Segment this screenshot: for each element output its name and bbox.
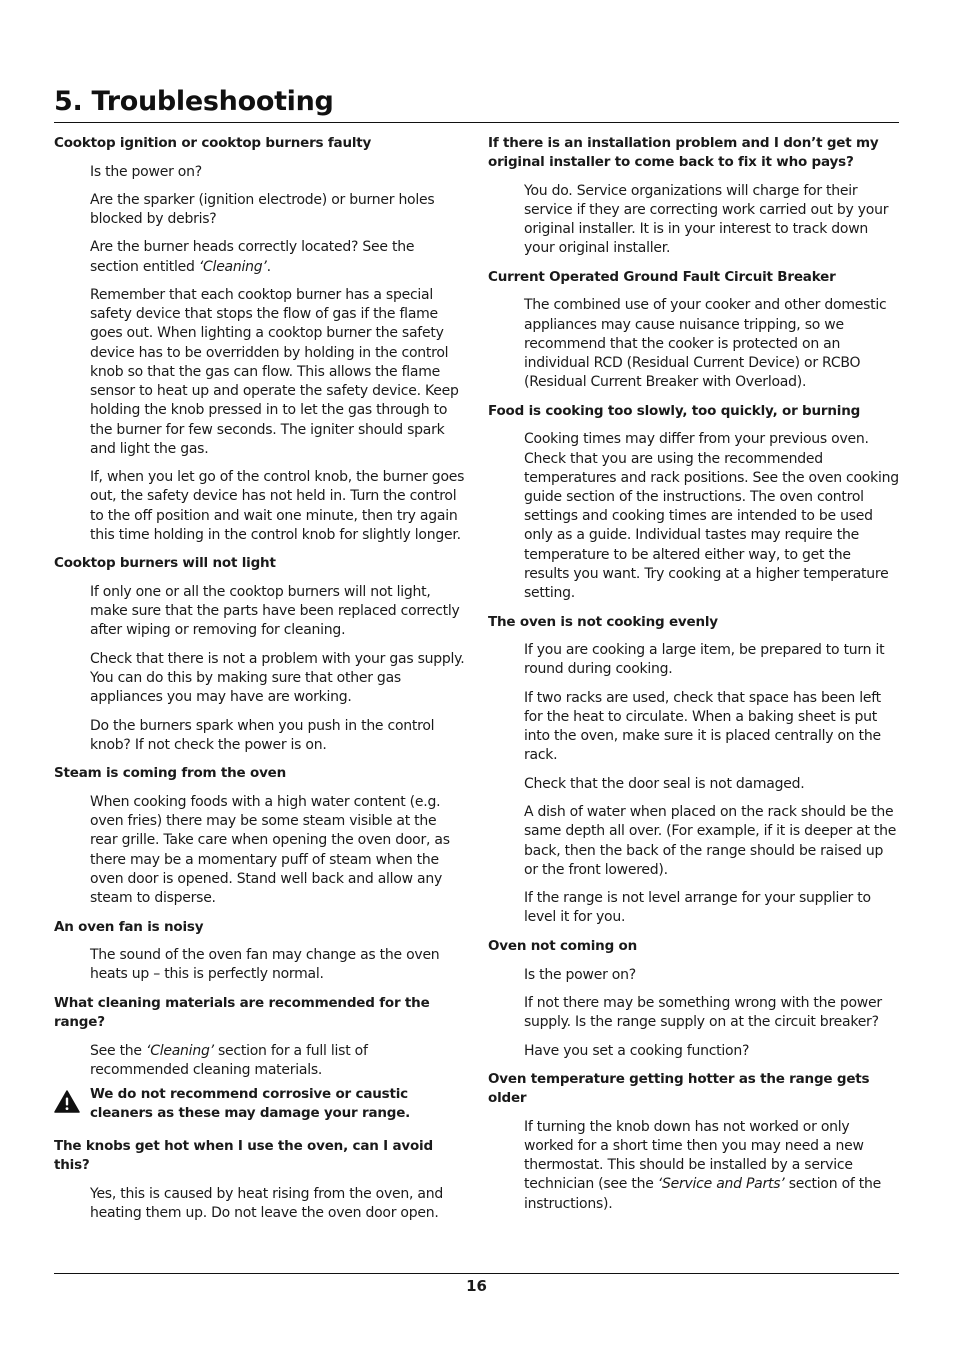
footer-divider: [54, 1273, 899, 1274]
paragraph: Have you set a cooking function?: [524, 1042, 750, 1059]
warning-note: [54, 1085, 466, 1123]
section-oven-hotter: [488, 1070, 899, 1214]
page-title: 5. Troubleshooting: [54, 86, 334, 117]
paragraph: Check that there is not a problem with your gas supply. You can do this by making sure that other gas appliances you may have are working.: [90, 650, 465, 706]
text-run: If turning the knob down has not worked or only worked for a short time then you may need a new thermostat. This should be installed by a service technician (see the: [524, 1118, 864, 1193]
left-column: [54, 134, 466, 1233]
paragraph: When cooking foods with a high water content (e.g. oven fries) there may be some steam visible at the rear grille. Take care when opening the oven door, as there may be a momentary puff of steam when the oven door is opened. Stand well back and allow any steam to disperse.: [90, 793, 450, 906]
paragraph: Yes, this is caused by heat rising from the oven, and heating them up. Do not leave the oven door open.: [90, 1185, 443, 1221]
paragraph: Cooking times may differ from your previous oven. Check that you are using the recommended temperatures and rack positions. See the oven cooking guide section of the instructions. The oven control settings and cooking times are intended to be used only as a guide. Individual tastes may require the temperature to be altered either way, to get the results you want. Try cooking at a higher temperature setting.: [524, 431, 899, 601]
section-heading: The oven is not cooking evenly: [488, 613, 718, 630]
section-cooking-speed: [488, 402, 899, 603]
text-run: Are the burner heads correctly located? See the section entitled: [90, 239, 415, 275]
warning-text: We do not recommend corrosive or caustic cleaners as these may damage your range.: [90, 1086, 411, 1122]
section-heading: Steam is coming from the oven: [54, 765, 287, 782]
paragraph: Do the burners spark when you push in the control knob? If not check the power is on.: [90, 717, 435, 753]
section-heading: Oven temperature getting hotter as the range gets older: [488, 1071, 870, 1107]
paragraph: Check that the door seal is not damaged.: [524, 775, 805, 792]
section-cooking-evenly: [488, 613, 899, 928]
text-run: section for a full list of recommended cleaning materials.: [90, 1042, 368, 1078]
text-run: .: [266, 258, 271, 275]
paragraph: [90, 1042, 466, 1080]
warning-triangle-icon: [54, 1085, 90, 1117]
section-heading: Current Operated Ground Fault Circuit Breaker: [488, 268, 836, 285]
paragraph: If only one or all the cooktop burners will not light, make sure that the parts have been replaced correctly after wiping or removing for cleaning.: [90, 583, 460, 639]
paragraph: A dish of water when placed on the rack should be the same depth all over. (For example, if it is deeper at the back, then the back of the range should be raised up or the front lowered).: [524, 804, 897, 878]
page-number: 16: [466, 1277, 487, 1295]
cleaning-reference: ‘Cleaning’: [146, 1042, 214, 1059]
section-heading: An oven fan is noisy: [54, 918, 204, 935]
section-heading: The knobs get hot when I use the oven, can I avoid this?: [54, 1138, 433, 1174]
section-oven-not-on: [488, 937, 899, 1061]
paragraph: Is the power on?: [524, 966, 636, 983]
section-heading: What cleaning materials are recommended for the range?: [54, 995, 430, 1031]
cleaning-reference: ‘Cleaning’: [198, 258, 267, 275]
paragraph: If, when you let go of the control knob, the burner goes out, the safety device has not held in. Turn the control to the off position and wait one minute, then try again this time holding in the control knob for slightly longer.: [90, 469, 465, 543]
paragraph: You do. Service organizations will charge for their service if they are correcting work carried out by your original installer. It is in your interest to track down your original installer.: [524, 182, 889, 257]
section-heading: Cooktop ignition or cooktop burners faulty: [54, 135, 372, 151]
paragraph: [90, 238, 466, 276]
section-circuit-breaker: [488, 268, 899, 393]
section-heading: If there is an installation problem and I don’t get my original installer to come back to fix it who pays?: [488, 135, 879, 170]
section-steam: [54, 764, 466, 908]
section-heading: Oven not coming on: [488, 938, 638, 955]
service-parts-reference: ‘Service and Parts’: [657, 1176, 785, 1193]
section-knobs-hot: [54, 1137, 466, 1223]
paragraph: The combined use of your cooker and other domestic appliances may cause nuisance tripping, so we recommend that the cooker is protected on an individual RCD (Residual Current Device) or RCBO (Residual Current Breaker with Overload).: [524, 297, 887, 391]
paragraph: If not there may be something wrong with the power supply. Is the range supply on at the circuit breaker?: [524, 994, 882, 1031]
section-cooktop-ignition: [54, 134, 466, 545]
title-divider: [54, 122, 899, 123]
text-run: See the: [90, 1042, 146, 1059]
paragraph: Are the sparker (ignition electrode) or burner holes blocked by debris?: [90, 191, 435, 228]
text-run: section of the instructions).: [524, 1176, 881, 1212]
paragraph: Is the power on?: [90, 163, 202, 180]
paragraph: The sound of the oven fan may change as the oven heats up – this is perfectly normal.: [90, 947, 440, 983]
section-heading: Food is cooking too slowly, too quickly, or burning: [488, 402, 861, 419]
section-burners-not-light: [54, 554, 466, 755]
paragraph: If you are cooking a large item, be prepared to turn it round during cooking.: [524, 642, 885, 678]
paragraph: If two racks are used, check that space has been left for the heat to circulate. When a baking sheet is put into the oven, make sure it is placed centrally on the rack.: [524, 689, 881, 764]
paragraph: If the range is not level arrange for your supplier to level it for you.: [524, 890, 871, 926]
right-column: [488, 134, 899, 1223]
section-cleaning-materials: [54, 994, 466, 1123]
paragraph: Remember that each cooktop burner has a special safety device that stops the flow of gas if the flame goes out. When lighting a cooktop burner the safety device has to be overridden by holding in the control knob so that the gas can flow. This allows the flame sensor to heat up and operate the safety device. Keep holding the knob pressed in to let the gas through to the burner for few seconds. The igniter should spark and light the gas.: [90, 287, 459, 457]
section-fan-noisy: [54, 918, 466, 985]
section-heading: Cooktop burners will not light: [54, 555, 276, 572]
paragraph: [524, 1118, 899, 1214]
section-installation-problem: [488, 134, 899, 258]
